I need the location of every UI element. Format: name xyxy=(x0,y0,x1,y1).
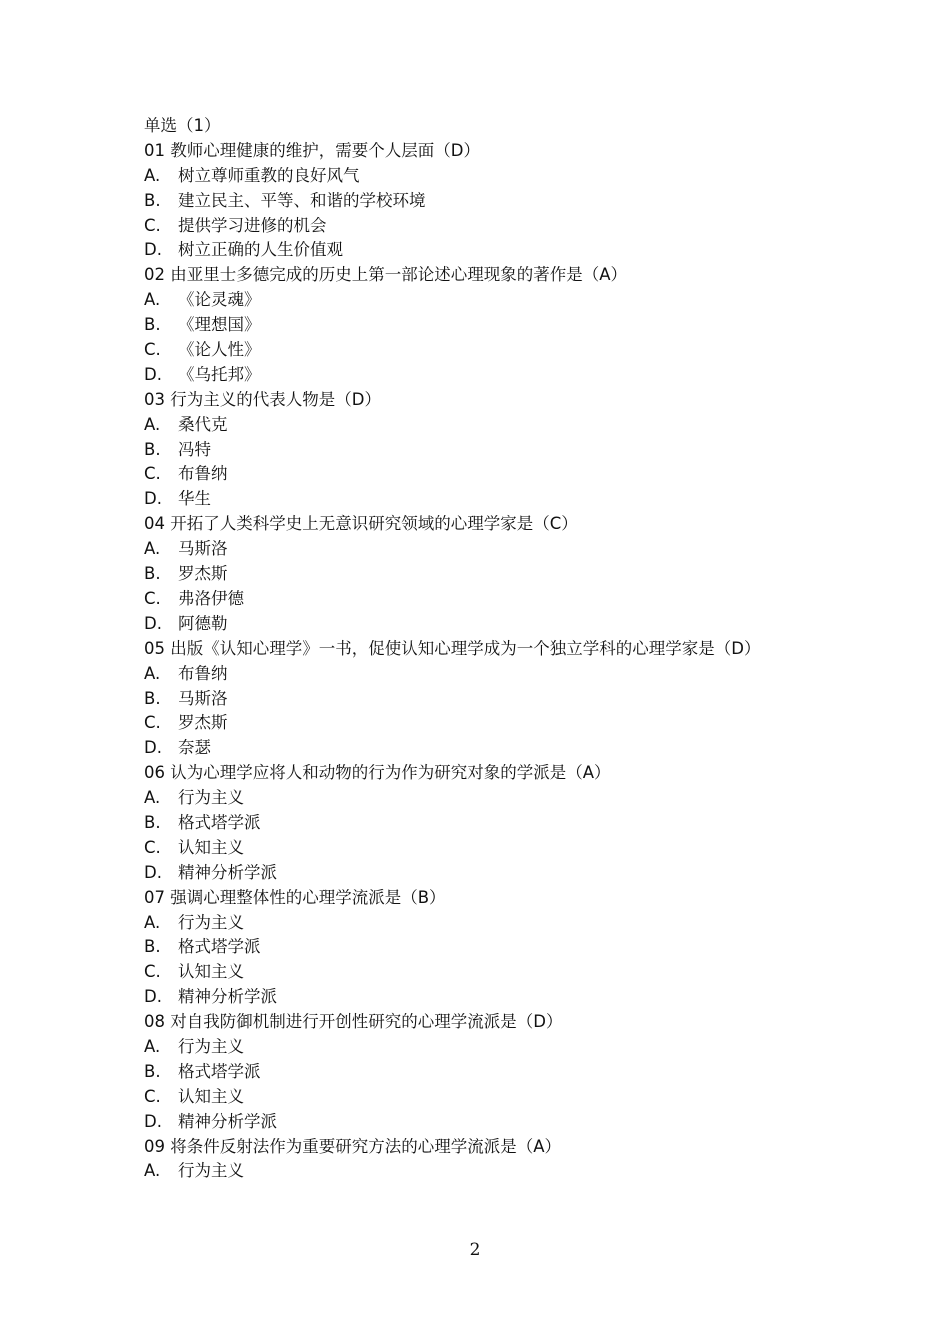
option-text: 精神分析学派 xyxy=(178,1111,277,1131)
option-letter: C. xyxy=(144,588,161,608)
option-letter: B. xyxy=(144,564,161,584)
option-letter: D. xyxy=(144,613,162,633)
answer-option xyxy=(144,164,824,189)
option-letter: A. xyxy=(144,414,161,434)
option-letter: A. xyxy=(144,1161,161,1181)
answer-option xyxy=(144,562,824,587)
option-text: 精神分析学派 xyxy=(178,862,277,882)
answer-option xyxy=(144,363,824,388)
option-text: 格式塔学派 xyxy=(178,1061,261,1081)
answer-option xyxy=(144,1159,824,1184)
question-stem: 02 由亚里士多德完成的历史上第一部论述心理现象的著作是（A） xyxy=(144,265,628,285)
option-text: 华生 xyxy=(178,489,211,509)
document-body xyxy=(144,114,824,1184)
answer-option xyxy=(144,1085,824,1110)
question-stem: 09 将条件反射法作为重要研究方法的心理学流派是（A） xyxy=(144,1136,562,1156)
answer-option xyxy=(144,811,824,836)
answer-option xyxy=(144,413,824,438)
answer-option xyxy=(144,612,824,637)
option-letter: C. xyxy=(144,340,161,360)
option-text: 行为主义 xyxy=(178,788,244,808)
answer-option xyxy=(144,985,824,1010)
option-letter: D. xyxy=(144,240,162,260)
option-letter: A. xyxy=(144,912,161,932)
option-letter: B. xyxy=(144,1061,161,1081)
option-letter: C. xyxy=(144,215,161,235)
answer-option xyxy=(144,587,824,612)
option-letter: C. xyxy=(144,837,161,857)
option-letter: B. xyxy=(144,688,161,708)
option-text: 弗洛伊德 xyxy=(178,588,244,608)
option-text: 马斯洛 xyxy=(178,688,228,708)
answer-option xyxy=(144,338,824,363)
option-letter: C. xyxy=(144,1086,161,1106)
question-stem: 07 强调心理整体性的心理学流派是（B） xyxy=(144,887,446,907)
option-text: 罗杰斯 xyxy=(178,713,228,733)
option-text: 树立正确的人生价值观 xyxy=(178,240,343,260)
answer-option xyxy=(144,935,824,960)
option-letter: D. xyxy=(144,987,162,1007)
answer-option xyxy=(144,786,824,811)
option-letter: C. xyxy=(144,962,161,982)
option-letter: B. xyxy=(144,812,161,832)
option-text: 冯特 xyxy=(178,439,211,459)
option-letter: A. xyxy=(144,788,161,808)
answer-option xyxy=(144,836,824,861)
option-letter: D. xyxy=(144,489,162,509)
answer-option xyxy=(144,1035,824,1060)
option-text: 行为主义 xyxy=(178,912,244,932)
option-text: 《论人性》 xyxy=(178,340,261,360)
answer-option xyxy=(144,189,824,214)
option-text: 提供学习进修的机会 xyxy=(178,215,327,235)
option-text: 行为主义 xyxy=(178,1161,244,1181)
answer-option xyxy=(144,1110,824,1135)
option-text: 格式塔学派 xyxy=(178,937,261,957)
option-letter: A. xyxy=(144,539,161,559)
option-letter: B. xyxy=(144,937,161,957)
option-text: 布鲁纳 xyxy=(178,663,228,683)
option-text: 认知主义 xyxy=(178,962,244,982)
option-text: 树立尊师重教的良好风气 xyxy=(178,165,360,185)
option-text: 行为主义 xyxy=(178,1036,244,1056)
option-letter: B. xyxy=(144,190,161,210)
question-stem: 06 认为心理学应将人和动物的行为作为研究对象的学派是（A） xyxy=(144,763,611,783)
option-text: 马斯洛 xyxy=(178,539,228,559)
answer-option xyxy=(144,861,824,886)
answer-option xyxy=(144,462,824,487)
question-list xyxy=(144,139,824,1184)
answer-option xyxy=(144,537,824,562)
page-number: 2 xyxy=(469,1240,481,1260)
option-letter: B. xyxy=(144,439,161,459)
answer-option xyxy=(144,662,824,687)
answer-option xyxy=(144,438,824,463)
option-text: 认知主义 xyxy=(178,1086,244,1106)
option-letter: A. xyxy=(144,165,161,185)
option-letter: C. xyxy=(144,464,161,484)
answer-option xyxy=(144,313,824,338)
answer-option xyxy=(144,487,824,512)
option-text: 《乌托邦》 xyxy=(178,364,261,384)
option-text: 阿德勒 xyxy=(178,613,228,633)
option-text: 布鲁纳 xyxy=(178,464,228,484)
option-text: 格式塔学派 xyxy=(178,812,261,832)
answer-option xyxy=(144,214,824,239)
answer-option xyxy=(144,687,824,712)
option-letter: A. xyxy=(144,290,161,310)
option-text: 认知主义 xyxy=(178,837,244,857)
option-text: 精神分析学派 xyxy=(178,987,277,1007)
option-text: 罗杰斯 xyxy=(178,564,228,584)
section-title: 单选（1） xyxy=(144,116,221,135)
option-letter: D. xyxy=(144,1111,162,1131)
option-text: 建立民主、平等、和谐的学校环境 xyxy=(178,190,426,210)
question-stem: 08 对自我防御机制进行开创性研究的心理学流派是（D） xyxy=(144,1012,563,1032)
option-text: 《论灵魂》 xyxy=(178,290,261,310)
answer-option xyxy=(144,1060,824,1085)
answer-option xyxy=(144,736,824,761)
question-stem: 03 行为主义的代表人物是（D） xyxy=(144,389,381,409)
question-stem: 01 教师心理健康的维护，需要个人层面（D） xyxy=(144,140,480,160)
answer-option xyxy=(144,960,824,985)
question-stem: 04 开拓了人类科学史上无意识研究领域的心理学家是（C） xyxy=(144,514,578,534)
answer-option xyxy=(144,911,824,936)
option-text: 《理想国》 xyxy=(178,315,261,335)
answer-option xyxy=(144,711,824,736)
option-letter: A. xyxy=(144,1036,161,1056)
option-letter: D. xyxy=(144,738,162,758)
option-letter: D. xyxy=(144,364,162,384)
option-letter: D. xyxy=(144,862,162,882)
option-letter: A. xyxy=(144,663,161,683)
answer-option xyxy=(144,238,824,263)
question-stem: 05 出版《认知心理学》一书，促使认知心理学成为一个独立学科的心理学家是（D） xyxy=(144,638,761,658)
option-text: 桑代克 xyxy=(178,414,228,434)
option-text: 奈瑟 xyxy=(178,738,211,758)
answer-option xyxy=(144,288,824,313)
option-letter: B. xyxy=(144,315,161,335)
option-letter: C. xyxy=(144,713,161,733)
